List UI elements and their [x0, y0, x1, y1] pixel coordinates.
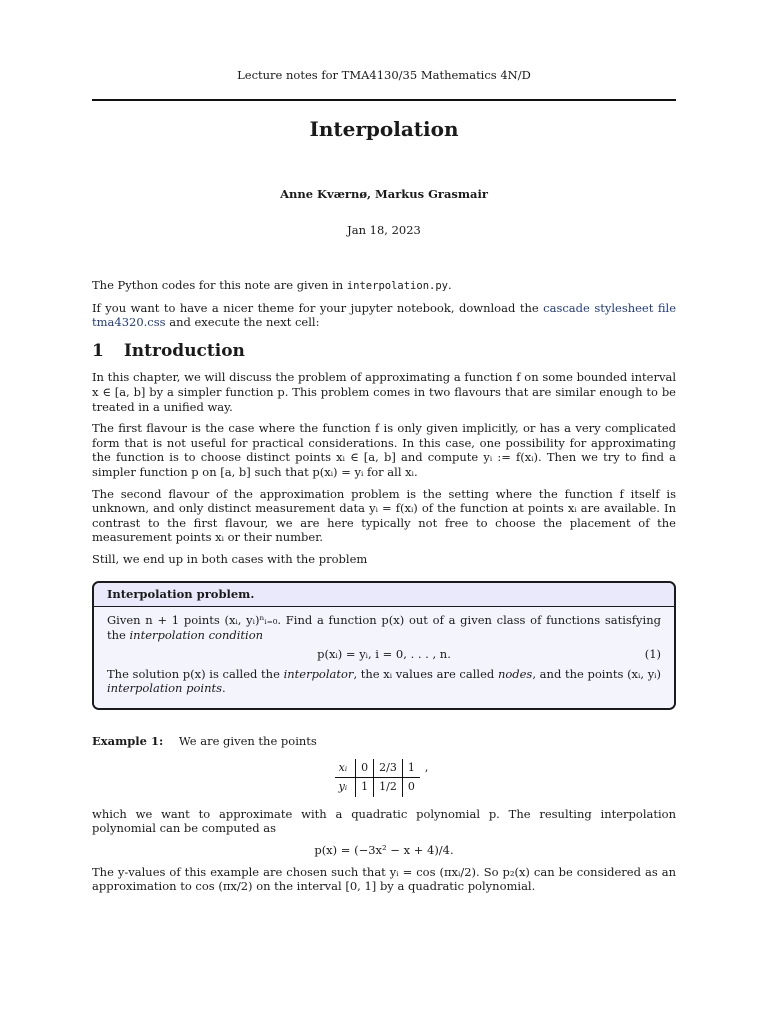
section-number: 1 [92, 340, 104, 361]
authors: Anne Kværnø, Markus Grasmair [280, 187, 488, 201]
table-cell: 0 [407, 780, 415, 794]
code-filename: interpolation.py [346, 280, 448, 292]
section-title: Introduction [123, 340, 245, 361]
table-trailing: , [424, 760, 429, 774]
box-title: Interpolation problem. [94, 583, 674, 608]
theme-note: If you want to have a nicer theme for your jupyter notebook, download the cascade stylesheet file tma4320.css and execute the next cell: [92, 300, 677, 330]
paragraph: The second flavour of the approximation problem is the setting where the function f itself is unknown, and only distinct measurement data yᵢ = f(xᵢ) of the function at points xᵢ are available. In contrast to the first flavour, we are here typically not free to choose the placement of the measurement points xᵢ or their number. [92, 486, 676, 545]
emphasis: interpolation condition [129, 627, 264, 642]
paragraph: In this chapter, we will discuss the problem of approximating a function f on some bounded interval x ∈ [a, b] by a simpler function p. This problem comes in two flavours that are similar enough to be treated in a unified way. [92, 370, 676, 414]
paragraph: Still, we end up in both cases with the problem [92, 551, 368, 566]
paragraph: The y-values of this example are chosen such that yᵢ = cos (πxᵢ/2). So p₂(x) can be considered as an approximation to cos (πx/2) on the interval [0, 1] by a quadratic polynomial. [92, 864, 676, 894]
document-title: Interpolation [309, 117, 459, 141]
spacer [92, 710, 676, 734]
polynomial-equation: p(x) = (−3x² − x + 4)/4. [314, 843, 454, 858]
python-code-note: The Python codes for this note are given in interpolation.py. [92, 278, 452, 292]
equation-number: (1) [644, 647, 661, 662]
box-body [94, 607, 674, 708]
box-statement: Given n + 1 points (xᵢ, yᵢ)ⁿᵢ₌₀. Find a function p(x) out of a given class of functions satisfying the interpolation condition [107, 613, 661, 642]
header-rule [92, 99, 676, 101]
table-cell: 0 [356, 759, 374, 778]
box-definition: The solution p(x) is called the interpolator, the xᵢ values are called nodes, and the points (xᵢ, yᵢ) interpolation points. [107, 666, 661, 696]
date: Jan 18, 2023 [347, 223, 421, 237]
paragraph: which we want to approximate with a quadratic polynomial p. The resulting interpolation polynomial can be computed as [92, 806, 676, 836]
body-content [92, 278, 676, 901]
row-label: yᵢ [335, 778, 356, 797]
table-cell: 1/2 [374, 778, 403, 797]
equation-row [107, 647, 661, 662]
table-cell: 1 [402, 759, 420, 778]
row-label: xᵢ [335, 759, 356, 778]
equation: p(xᵢ) = yᵢ, i = 0, . . . , n. [317, 647, 451, 662]
paragraph: The first flavour is the case where the function f is only given implicitly, or has a very complicated form that is not useful for practical considerations. In this case, one possibility for approximating the function is to choose distinct points xᵢ ∈ [a, b] and compute yᵢ := f(xᵢ). Then we try to find a simpler function p on [a, b] such that p(xᵢ) = yᵢ for all xᵢ. [92, 421, 676, 479]
stylesheet-link[interactable]: cascade stylesheet file tma4320.css [92, 300, 677, 330]
table-row [335, 759, 434, 778]
table-cell: 1 [356, 778, 374, 797]
table-row [335, 778, 434, 797]
running-header: Lecture notes for TMA4130/35 Mathematics 4N/D [237, 68, 531, 82]
example-intro: Example 1: We are given the points [92, 734, 317, 749]
points-table [335, 759, 434, 797]
section-heading [92, 340, 676, 361]
table-cell: 2/3 [374, 759, 403, 778]
example-label: Example 1: [92, 734, 164, 749]
definition-box [92, 581, 676, 711]
